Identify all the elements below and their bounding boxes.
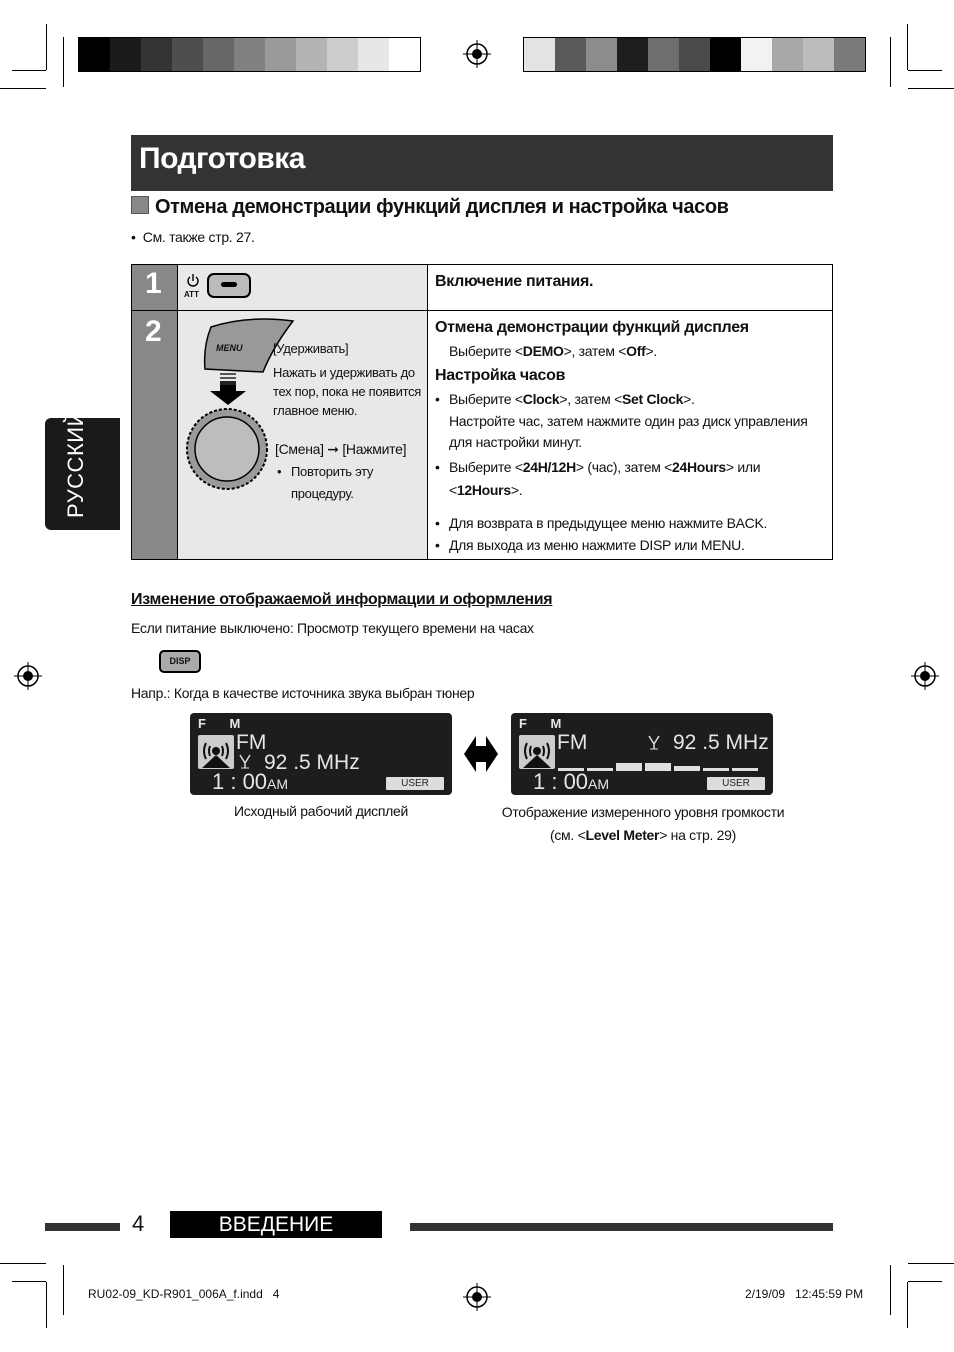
antenna-icon [519,735,555,769]
repeat-note: • Повторить эту процедуру. [291,461,391,505]
option-12hours: 12Hours [456,482,511,498]
text-span: < [449,482,457,498]
crop-mark [12,1281,46,1282]
lcd-display-default [190,713,452,795]
lcd-caption-level-meter: Отображение измеренного уровня громкости [501,804,785,820]
color-swatch [327,38,358,71]
clock-time: 1 : 00 [212,769,268,794]
text-span: >, затем < [563,343,627,359]
antenna-icon [198,735,234,769]
text-span: >. [645,343,657,359]
crop-mark [46,1282,47,1328]
color-swatch [555,38,586,71]
level-meter-bar [732,768,758,771]
row-divider [132,310,832,311]
color-swatch [79,38,110,71]
footer-filename: RU02-09_KD-R901_006A_f.indd 4 [88,1287,280,1301]
crop-mark [63,37,64,87]
level-meter-bar [616,763,642,771]
color-swatch [648,38,679,71]
band-label: FM [236,731,267,754]
footer-rule-right [410,1223,833,1231]
clock-ampm: AM [267,776,289,792]
clock-step-2 [449,457,760,478]
text-span: > или [725,459,761,475]
lcd-caption-reference [478,827,808,843]
crop-mark [907,24,908,70]
option-24hours: 24Hours [672,459,726,475]
step-1-text: Включение питания. [435,273,594,290]
square-bullet-icon [131,196,149,214]
power-icon [185,273,201,289]
color-swatch [265,38,296,71]
signal-icon [238,753,252,769]
crop-mark [12,70,46,71]
crop-mark [890,1265,891,1315]
text-span: (см. < [550,827,586,843]
color-swatch [296,38,327,71]
user-indicator: USER [386,777,444,790]
hold-description: Нажать и удерживать до тех пор, пока не появится главное меню. [273,365,422,418]
demo-heading: Отмена демонстрации функций дисплея [435,319,749,336]
clock-heading: Настройка часов [435,367,566,384]
color-swatch [203,38,234,71]
color-swatch [679,38,710,71]
footer-section-label: ВВЕДЕНИЕ [218,1213,334,1236]
color-swatch [389,38,420,71]
option-off: Off [626,343,646,359]
color-swatch [834,38,865,71]
clock-ampm: AM [588,776,610,792]
see-also-text: См. также стр. 27. [142,229,255,245]
color-swatch [141,38,172,71]
option-clock: Clock [522,391,560,407]
disp-button[interactable]: DISP [159,650,201,673]
clock-readout [533,769,609,795]
option-set-clock: Set Clock [621,391,684,407]
down-arrow-icon [208,373,248,407]
text-span: >. [683,391,695,407]
crop-mark [0,88,46,89]
signal-icon [647,734,661,750]
menu-button-label: MENU [216,343,243,353]
see-also-note: • См. также стр. 27. [131,229,255,245]
crop-mark [908,70,942,71]
att-label: ATT [184,290,199,299]
registration-mark-icon [463,1283,491,1311]
level-meter-bar [703,768,729,771]
text-span: > на стр. 29) [659,827,736,843]
color-calibration-bar-right [523,37,866,72]
color-swatch [772,38,803,71]
user-indicator: USER [707,777,765,790]
demo-instruction [449,341,657,362]
text-span: Выберите < [449,343,523,359]
registration-mark-icon [911,662,939,690]
text-span: Выберите < [449,391,523,407]
section-heading [131,196,729,219]
back-note: • Для возврата в предыдущее меню нажмите BACK. [449,513,767,534]
double-arrow-icon [464,733,498,775]
power-off-note: Если питание выключено: Просмотр текущего времени на часах [131,620,534,636]
crop-mark [46,24,47,70]
color-swatch [110,38,141,71]
footer-section-box [170,1211,382,1238]
level-meter-link: Level Meter [585,827,660,843]
color-swatch [617,38,648,71]
registration-mark-icon [14,662,42,690]
text-span: Выберите < [449,459,523,475]
frequency-readout: 92 .5 MHz [673,731,769,754]
color-swatch [710,38,741,71]
color-swatch [803,38,834,71]
text-span: >. [510,482,523,498]
turn-press-label: [Смена] ➞ [Нажмите] [275,441,407,457]
display-section-heading: Изменение отображаемой информации и оформления [131,591,553,608]
clock-readout [212,769,288,795]
footer-timestamp: 2/19/09 12:45:59 PM [745,1287,864,1301]
lcd-caption-default: Исходный рабочий дисплей [233,803,409,819]
step-1-number: 1 [145,267,162,300]
clock-step-1 [449,389,695,410]
steps-table [131,264,833,560]
clock-step-2-cont [449,480,522,501]
color-swatch [586,38,617,71]
crop-mark [63,1265,64,1315]
language-label: РУССКИЙ [63,410,88,518]
level-meter-bar [645,763,671,771]
crop-mark [0,1263,46,1264]
fm-indicator: F M [519,716,572,731]
hold-label: [Удерживать] [273,341,349,356]
option-24h-12h: 24H/12H [522,459,576,475]
clock-step-1-detail: Настройте час, затем нажмите один раз диск управления для настройки минут. [449,413,808,450]
crop-mark [908,88,954,89]
lcd-display-level-meter [511,713,773,795]
control-dial-icon[interactable] [185,407,269,491]
registration-mark-icon [463,40,491,68]
frequency-readout: 92 .5 MHz [264,751,360,774]
page-title-bar [131,135,833,191]
color-swatch [234,38,265,71]
text-span: >, затем < [559,391,622,407]
fm-indicator: F M [198,716,251,731]
example-note: Напр.: Когда в качестве источника звука выбран тюнер [131,685,475,701]
color-swatch [172,38,203,71]
level-meter-bar [674,766,700,771]
page-number: 4 [132,1211,145,1236]
page-title: Подготовка [139,142,305,175]
language-side-tab [45,410,120,530]
color-swatch [524,38,555,71]
crop-mark [890,37,891,87]
section-heading-text: Отмена демонстрации функций дисплея и настройка часов [155,196,729,218]
text-span: > (час), затем < [575,459,672,475]
crop-mark [908,1263,954,1264]
color-swatch [358,38,389,71]
option-demo: DEMO [522,343,564,359]
step-2-number: 2 [145,315,162,348]
color-calibration-bar-left [78,37,421,72]
power-att-button[interactable] [207,273,251,298]
footer-rule-left [45,1223,120,1231]
crop-mark [907,1282,908,1328]
band-label: FM [557,731,588,754]
crop-mark [908,1281,942,1282]
exit-note: • Для выхода из меню нажмите DISP или MENU. [449,535,745,556]
clock-time: 1 : 00 [533,769,589,794]
color-swatch [741,38,772,71]
